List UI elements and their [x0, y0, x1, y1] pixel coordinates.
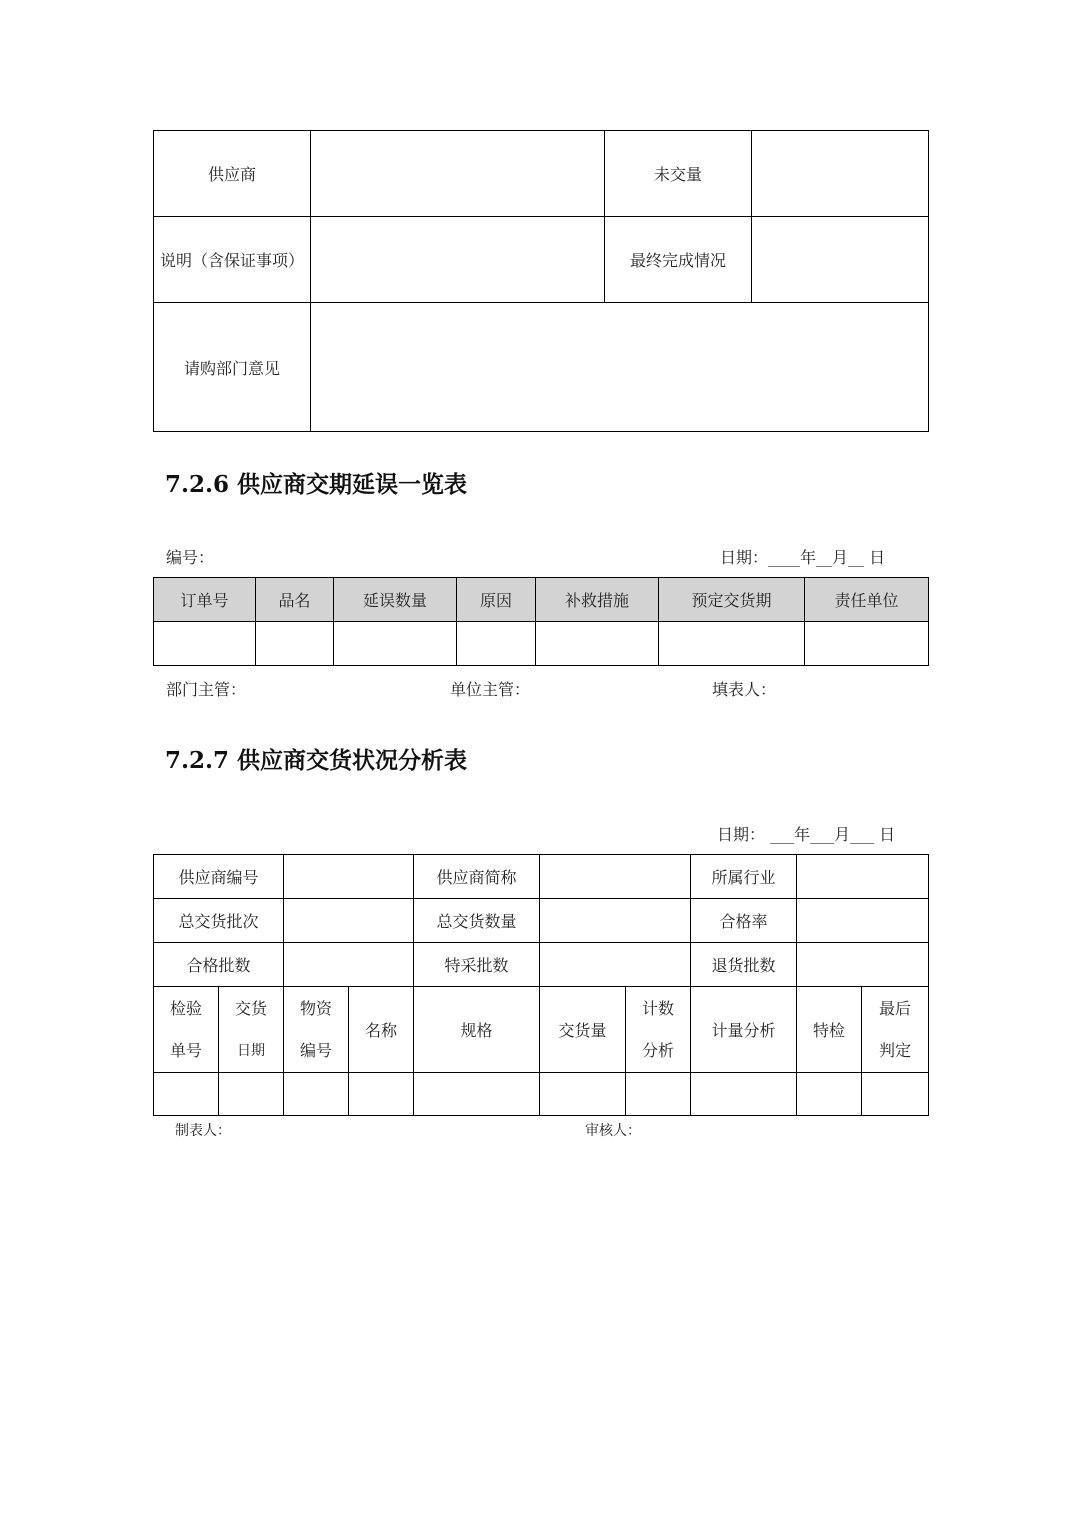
table-cell[interactable]: [862, 1073, 929, 1116]
table-cell[interactable]: [349, 1073, 414, 1116]
note-label: 说明（含保证事项）: [154, 217, 311, 303]
table-cell[interactable]: [154, 1073, 219, 1116]
supplier-no-field[interactable]: [284, 855, 414, 899]
pass-rate-field[interactable]: [797, 899, 929, 943]
date-line-726: 日期：____年__月__ 日: [720, 548, 886, 567]
col-inspection-no-line2: 单号: [169, 1040, 202, 1060]
undelivered-label: 未交量: [605, 131, 752, 217]
table-cell[interactable]: [691, 1073, 797, 1116]
special-batches-field[interactable]: [540, 943, 691, 987]
note-field[interactable]: [311, 217, 605, 303]
col-final-judgment-line2: 判定: [879, 1040, 912, 1060]
table-cell[interactable]: [540, 1073, 626, 1116]
supplier-field[interactable]: [311, 131, 605, 217]
table-cell[interactable]: [457, 622, 536, 666]
col-count-analysis: [626, 987, 691, 1073]
return-batches-label: 退货批数: [691, 943, 797, 987]
col-final-judgment: [862, 987, 929, 1073]
industry-field[interactable]: [797, 855, 929, 899]
col-material-no-line2: 编号: [300, 1040, 333, 1060]
col-measure-analysis: 计量分析: [691, 987, 797, 1073]
col-delivery-date: [219, 987, 284, 1073]
col-final-judgment-line1: 最后: [879, 998, 912, 1018]
table-cell[interactable]: [659, 622, 805, 666]
col-reason: 原因: [457, 578, 536, 622]
col-name: 名称: [349, 987, 414, 1073]
col-remedy: 补救措施: [536, 578, 659, 622]
pass-batches-field[interactable]: [284, 943, 414, 987]
table-cell[interactable]: [256, 622, 334, 666]
table-cell[interactable]: [805, 622, 929, 666]
request-form-table: [153, 130, 929, 432]
col-count-analysis-line2: 分析: [642, 1040, 675, 1060]
col-product-name: 品名: [256, 578, 334, 622]
table-cell[interactable]: [414, 1073, 540, 1116]
supplier-no-label: 供应商编号: [154, 855, 284, 899]
table-cell[interactable]: [154, 622, 256, 666]
col-inspection-no-line1: 检验: [169, 998, 202, 1018]
supplier-abbr-field[interactable]: [540, 855, 691, 899]
unit-head-label: 单位主管：: [450, 680, 531, 699]
dept-opinion-field[interactable]: [311, 303, 929, 432]
col-inspection-no: [154, 987, 219, 1073]
final-status-field[interactable]: [752, 217, 929, 303]
pass-rate-label: 合格率: [691, 899, 797, 943]
col-delay-qty: 延误数量: [334, 578, 457, 622]
col-special-inspection: 特检: [797, 987, 862, 1073]
undelivered-field[interactable]: [752, 131, 929, 217]
table-cell[interactable]: [219, 1073, 284, 1116]
total-batches-field[interactable]: [284, 899, 414, 943]
reviewer-label: 审核人：: [585, 1123, 641, 1139]
filled-by-label: 填表人：: [712, 680, 777, 699]
final-status-label: 最终完成情况: [605, 217, 752, 303]
serial-label: 编号：: [166, 548, 215, 567]
table-cell[interactable]: [626, 1073, 691, 1116]
col-spec: 规格: [414, 987, 540, 1073]
delay-table: [153, 577, 929, 666]
total-batches-label: 总交货批次: [154, 899, 284, 943]
total-qty-field[interactable]: [540, 899, 691, 943]
table-cell[interactable]: [536, 622, 659, 666]
pass-batches-label: 合格批数: [154, 943, 284, 987]
supplier-abbr-label: 供应商简称: [414, 855, 540, 899]
total-qty-label: 总交货数量: [414, 899, 540, 943]
col-responsible-unit: 责任单位: [805, 578, 929, 622]
col-material-no: [284, 987, 349, 1073]
delivery-analysis-table: [153, 854, 929, 1116]
col-delivery-qty: 交货量: [540, 987, 626, 1073]
table-cell[interactable]: [284, 1073, 349, 1116]
dept-head-label: 部门主管：: [166, 680, 247, 699]
supplier-label: 供应商: [154, 131, 311, 217]
date-line-727: 日期： ___年___月___ 日: [717, 825, 896, 844]
special-batches-label: 特采批数: [414, 943, 540, 987]
section-727-heading: 7.2.7 供应商交货状况分析表: [165, 747, 468, 774]
made-by-label: 制表人：: [175, 1123, 231, 1139]
col-scheduled-date: 预定交货期: [659, 578, 805, 622]
section-726-heading: 7.2.6 供应商交期延误一览表: [165, 471, 468, 498]
table-cell[interactable]: [334, 622, 457, 666]
col-delivery-date-line1: 交货: [235, 998, 268, 1018]
col-delivery-date-line2: 日期: [237, 1042, 265, 1059]
table-cell[interactable]: [797, 1073, 862, 1116]
col-material-no-line1: 物资: [300, 998, 333, 1018]
return-batches-field[interactable]: [797, 943, 929, 987]
col-order-no: 订单号: [154, 578, 256, 622]
col-count-analysis-line1: 计数: [642, 998, 675, 1018]
dept-opinion-label: 请购部门意见: [154, 303, 311, 432]
industry-label: 所属行业: [691, 855, 797, 899]
